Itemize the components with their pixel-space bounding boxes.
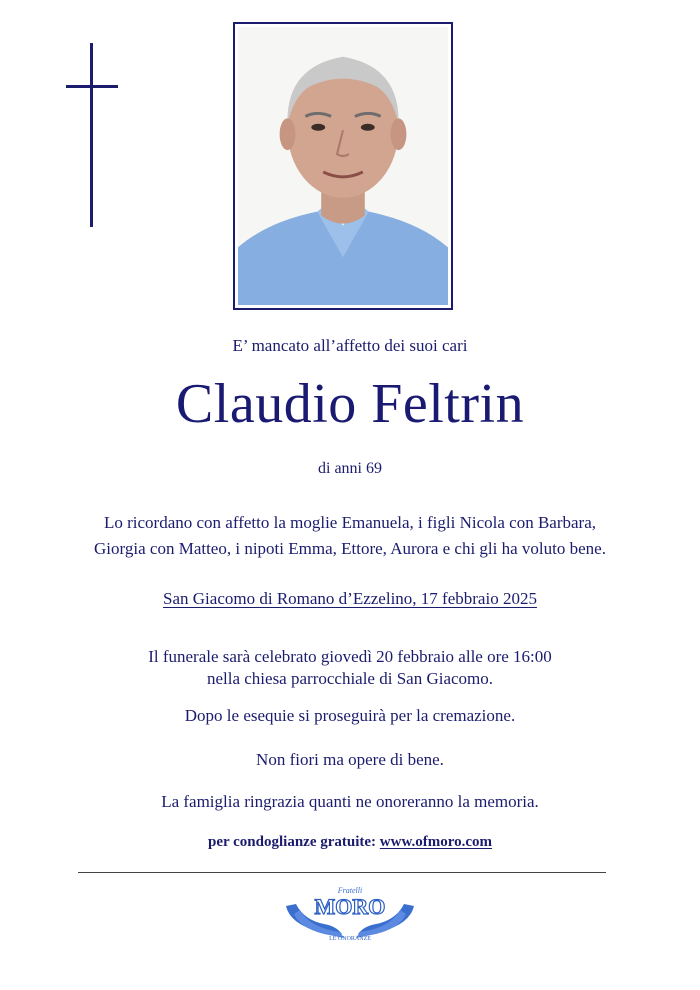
place-date-text: San Giacomo di Romano d’Ezzelino, 17 febbraio 2025 — [163, 589, 537, 608]
intro-text: E’ mancato all’affetto dei suoi cari — [232, 336, 468, 355]
logo-main-text: MORO — [314, 894, 386, 919]
portrait-photo — [238, 27, 448, 305]
deceased-name: Claudio Feltrin — [175, 373, 525, 435]
divider — [78, 872, 606, 873]
thanks-text: La famiglia ringrazia quanti ne onoreranno la memoria. — [161, 792, 539, 811]
place-date — [0, 589, 700, 609]
website-link[interactable]: www.ofmoro.com — [379, 834, 492, 850]
relatives-line: Lo ricordano con affetto la moglie Emanuela, i figli Nicola con Barbara, — [103, 513, 597, 532]
portrait-photo-frame — [233, 22, 453, 310]
logo-top-text: Fratelli — [337, 886, 363, 895]
logo-bottom-text: LE ONORANZE — [329, 936, 371, 942]
funeral-line: nella chiesa parrocchiale di San Giacomo. — [206, 669, 494, 688]
moro-logo — [280, 884, 420, 942]
condolences-label: per condoglianze gratuite: — [208, 834, 377, 850]
relatives-text — [0, 510, 700, 562]
funeral-info — [0, 646, 700, 690]
relatives-line: Giorgia con Matteo, i nipoti Emma, Ettore, Aurora e chi gli ha voluto bene. — [94, 539, 606, 558]
age-text: di anni 69 — [318, 460, 382, 477]
funeral-line: Il funerale sarà celebrato giovedì 20 febbraio alle ore 16:00 — [148, 647, 552, 666]
condolences-line — [0, 834, 700, 851]
flowers-text: Non fiori ma opere di bene. — [256, 750, 444, 769]
cross-icon — [66, 43, 118, 227]
cremation-text: Dopo le esequie si proseguirà per la cremazione. — [184, 706, 516, 725]
